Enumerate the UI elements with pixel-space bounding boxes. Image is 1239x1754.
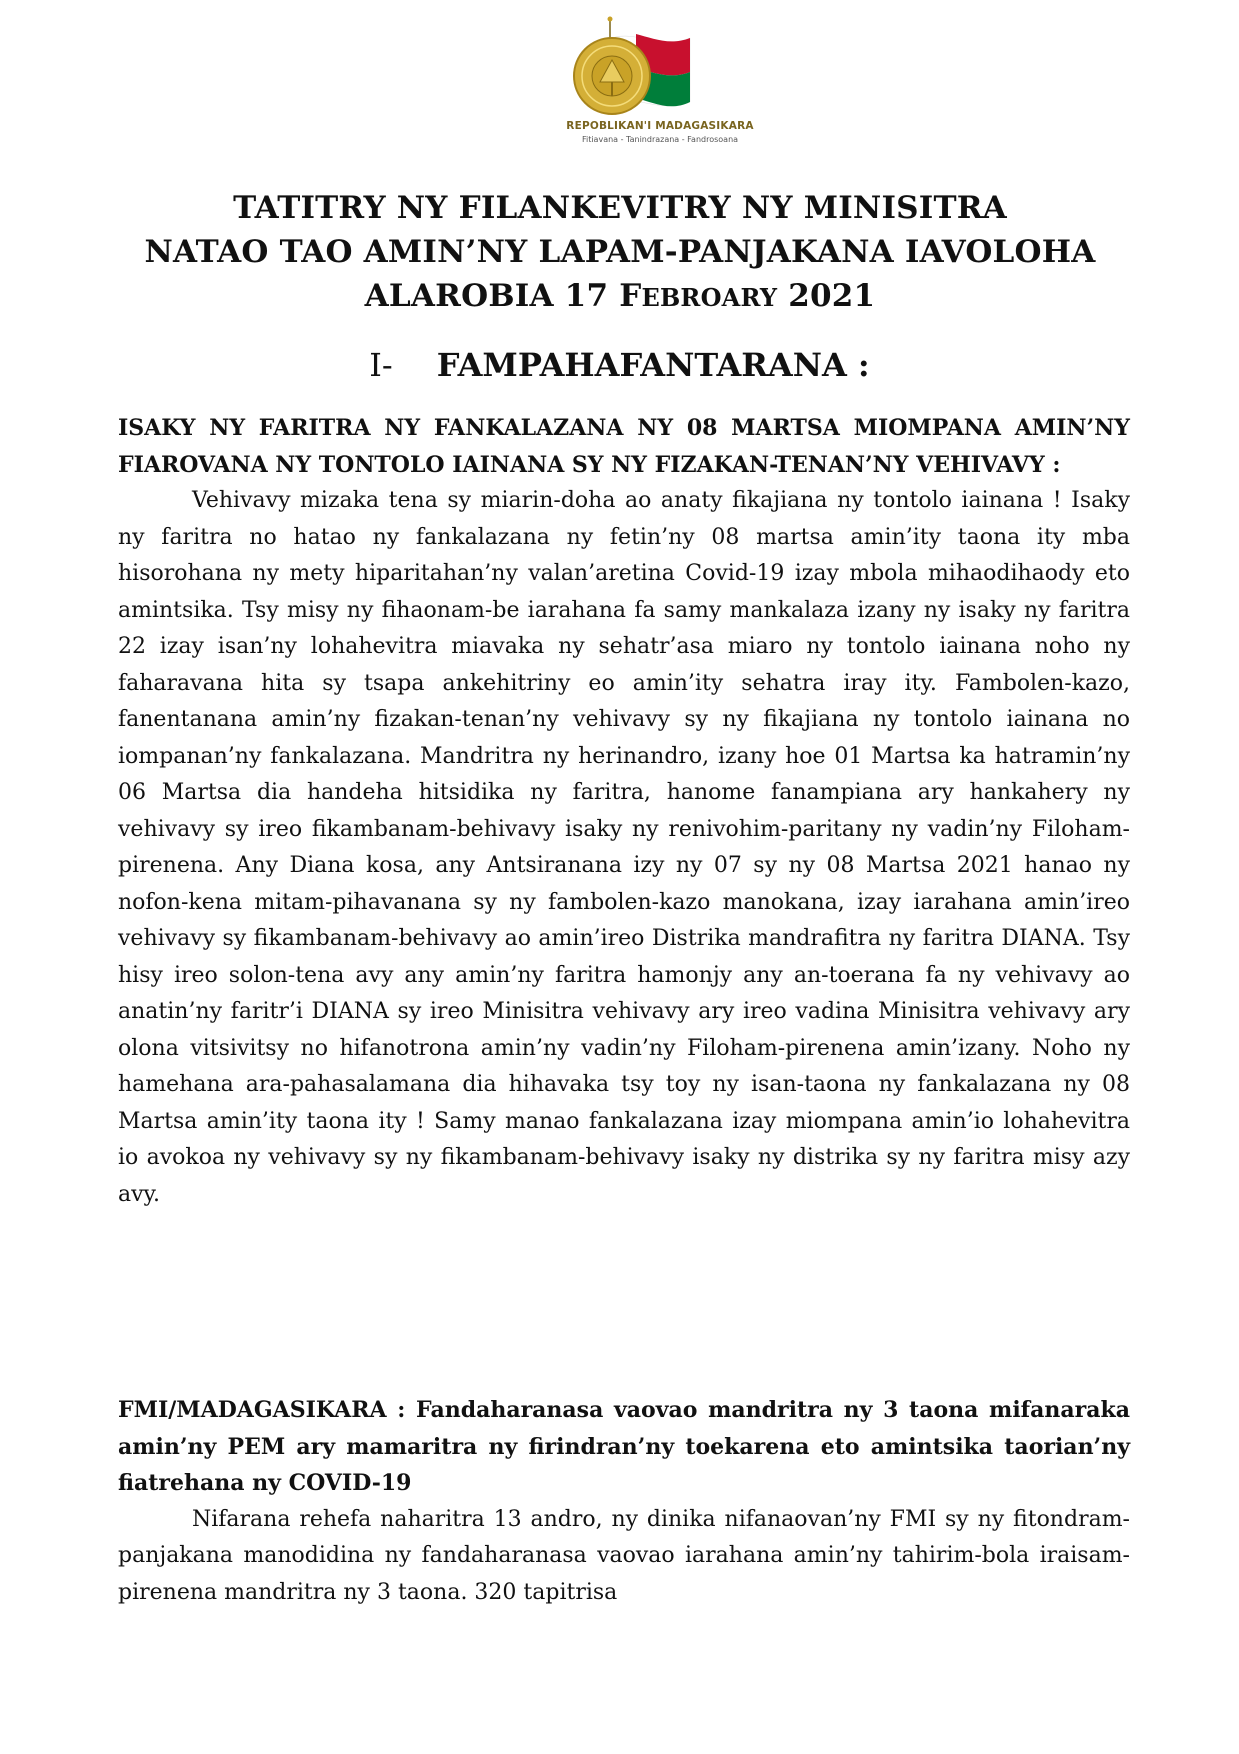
logo-name: REPOBLIKAN'I MADAGASIKARA <box>566 120 754 132</box>
title-line-3 <box>80 274 1160 320</box>
title-line-1: TATITRY NY FILANKEVITRY NY MINISITRA <box>233 190 1007 226</box>
title-year: 2021 <box>777 278 876 314</box>
title-line-2: NATAO TAO AMIN’NY LAPAM-PANJAKANA IAVOLOHA <box>144 234 1096 270</box>
article-heading-rest: Fandaharanasa vaovao mandritra ny 3 taona mifanaraka amin’ny PEM ary mamaritra ny firindran’ny toekarena eto amintsika taorian’ny fiatrehana ny COVID-19 <box>118 1397 1130 1496</box>
document-title <box>80 186 1160 320</box>
title-month-rest: EBROARY <box>641 283 778 312</box>
article-womens-day <box>118 410 1130 1213</box>
title-date-prefix: ALAROBIA 17 <box>364 278 620 314</box>
section-title: FAMPAHAFANTARANA : <box>436 346 870 384</box>
article-heading: ISAKY NY FARITRA NY FANKALAZANA NY 08 MARTSA MIOMPANA AMIN’NY FIAROVANA NY TONTOLO IAINANA SY NY FIZAKAN-TENAN’NY VEHIVAVY : <box>118 415 1130 478</box>
logo-motto: Fitiavana - Tanindrazana - Fandrosoana <box>581 135 739 144</box>
article-body: Vehivavy mizaka tena sy miarin-doha ao anaty fikajiana ny tontolo iainana ! Isaky ny faritra no hatao ny fankalazana ny fetin’ny 08 martsa amin’ity taona ity mba hisorohana ny mety hiparitahan’ny valan’aretina Covid-19 izay mbola mihaodihaody eto amintsika. Tsy misy ny fihaonam-be iarahana fa samy mankalaza izany ny isaky ny faritra 22 izay isan’ny lohahevitra miavaka ny sehatr’asa miaro ny tontolo iainana noho ny faharavana hita sy tsapa ankehitriny eo amin’ity sehatra iray ity. Fambolen-kazo, fanentanana amin’ny fizakan-tenan’ny vehivavy sy ny fikajiana ny tontolo iainana no iompanan’ny fankalazana. Mandritra ny herinandro, izany hoe 01 Martsa ka hatramin’ny 06 Martsa dia handeha hitsidika ny faritra, hanome fanampiana ary hankahery ny vehivavy sy ireo fikambanam-behivavy isaky ny renivohim-paritany ny vadin’ny Filoham-pirenena. Any Diana kosa, any Antsiranana izy ny 07 sy ny 08 Martsa 2021 hanao ny nofon-kena mitam-pihavanana sy ny fambolen-kazo manokana, izay iarahana amin’ireo vehivavy sy fikambanam-behivavy ao amin’ireo Distrika mandrafitra ny faritra DIANA. Tsy hisy ireo solon-tena avy any amin’ny faritra hamonjy any an-toerana fa ny vehivavy ao anatin’ny faritr’i DIANA sy ireo Minisitra vehivavy ary ireo vadina Minisitra vehivavy ary olona vitsivitsy no hifanotrona amin’ny vadin’ny Filoham-pirenena amin’izany. Noho ny hamehana ara-pahasalamana dia hihavaka tsy toy ny isan-taona ny fankalazana ny 08 Martsa amin’ity taona ity ! Samy manao fankalazana izay miompana amin’io lohahevitra io avokoa ny vehivavy sy ny fikambanam-behivavy isaky ny distrika sy ny faritra misy azy avy. <box>118 488 1130 1207</box>
article-body: Nifarana rehefa naharitra 13 andro, ny dinika nifanaovan’ny FMI sy ny fitondram-panjakana manodidina ny fandaharanasa vaovao iarahana amin’ny tahirim-bola iraisam-pirenena mandritra ny 3 taona. 320 tapitrisa <box>118 1506 1130 1605</box>
article-heading <box>118 1392 1130 1502</box>
section-number: I- <box>369 346 393 384</box>
article-imf <box>118 1392 1130 1611</box>
madagascar-seal-flag-icon <box>540 16 780 120</box>
section-heading <box>0 346 1239 384</box>
article-heading-lead: FMI/MADAGASIKARA : <box>118 1397 406 1423</box>
header-logo <box>540 16 780 146</box>
title-month-initial: F <box>619 278 642 314</box>
